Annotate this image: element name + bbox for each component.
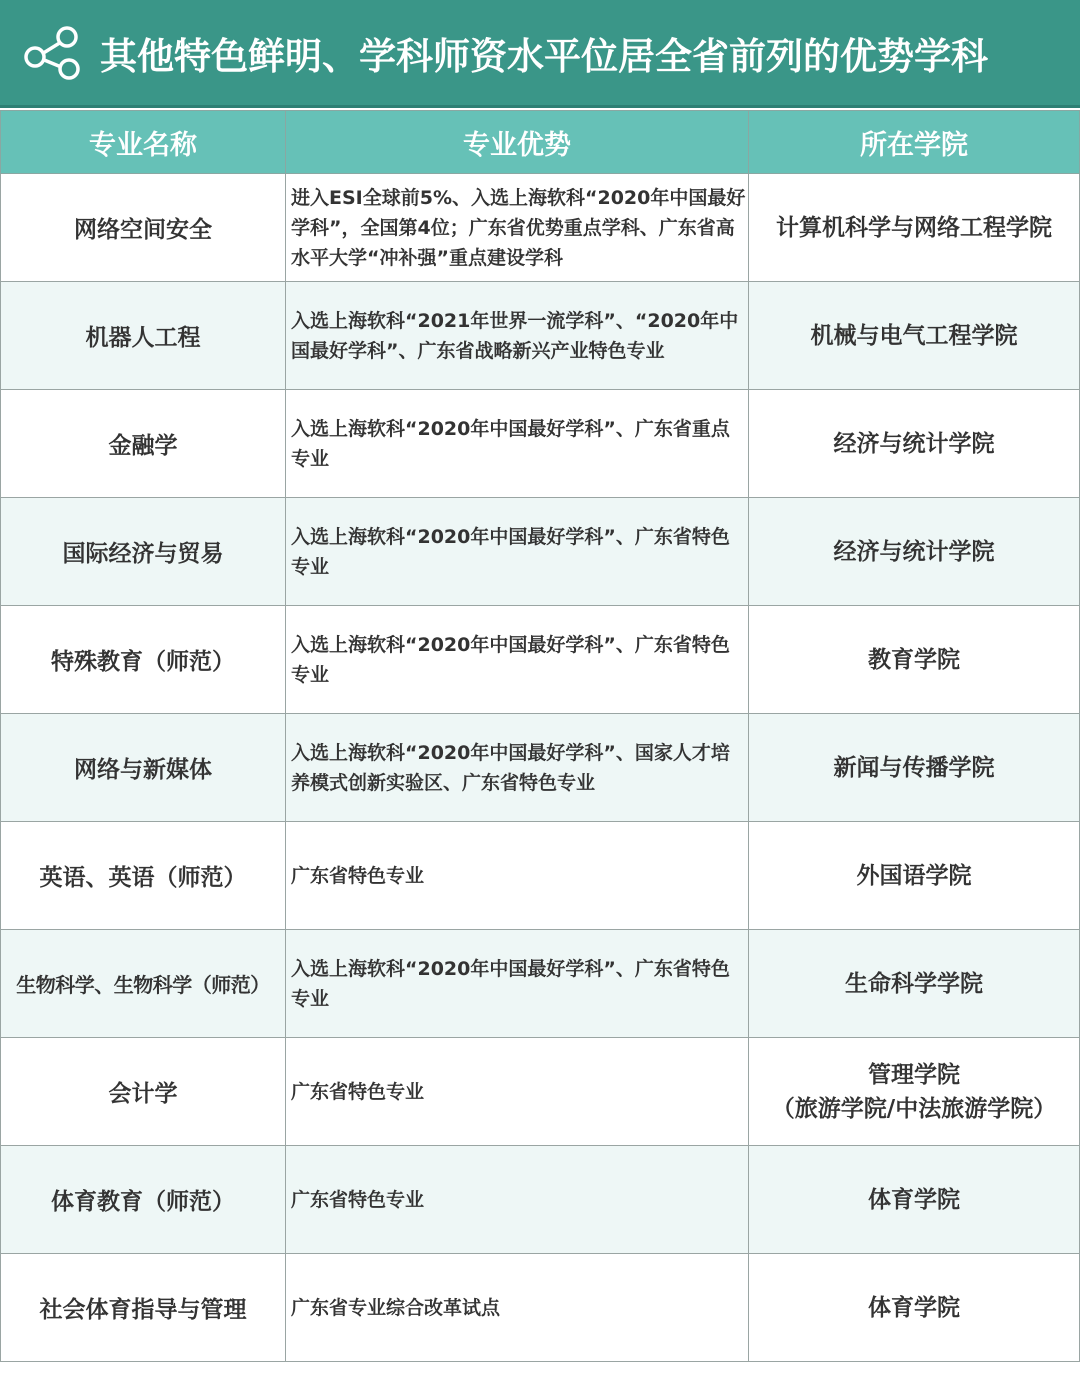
table-header-row <box>1 111 1080 174</box>
college-name: 计算机科学与网络工程学院 <box>749 174 1080 282</box>
college-cell <box>749 1038 1080 1146</box>
major-name: 网络与新媒体 <box>1 714 286 822</box>
major-advantage: 入选上海软科“2020年中国最好学科”、广东省特色专业 <box>286 930 749 1038</box>
major-name: 社会体育指导与管理 <box>1 1254 286 1362</box>
college-name: 体育学院 <box>749 1254 1080 1362</box>
table-row <box>1 498 1080 606</box>
disciplines-table <box>0 110 1080 1362</box>
table-row <box>1 282 1080 390</box>
college-name: 管理学院 <box>868 1061 960 1088</box>
share-icon <box>22 25 84 81</box>
column-header-major: 专业名称 <box>1 111 286 174</box>
college-name: 经济与统计学院 <box>749 498 1080 606</box>
major-advantage: 入选上海软科“2020年中国最好学科”、广东省重点专业 <box>286 390 749 498</box>
major-advantage: 广东省特色专业 <box>286 822 749 930</box>
table-row <box>1 1038 1080 1146</box>
major-name: 生物科学、生物科学（师范） <box>1 930 286 1038</box>
table-row <box>1 390 1080 498</box>
major-name: 特殊教育（师范） <box>1 606 286 714</box>
column-header-college: 所在学院 <box>749 111 1080 174</box>
column-header-advantage: 专业优势 <box>286 111 749 174</box>
college-name: 教育学院 <box>749 606 1080 714</box>
major-advantage: 广东省特色专业 <box>286 1146 749 1254</box>
major-name: 会计学 <box>1 1038 286 1146</box>
major-name: 金融学 <box>1 390 286 498</box>
table-row <box>1 930 1080 1038</box>
table-row <box>1 606 1080 714</box>
title-banner <box>0 0 1080 108</box>
major-advantage: 广东省特色专业 <box>286 1038 749 1146</box>
major-name: 机器人工程 <box>1 282 286 390</box>
major-advantage: 入选上海软科“2021年世界一流学科”、“2020年中国最好学科”、广东省战略新兴产业特色专业 <box>286 282 749 390</box>
table-row <box>1 714 1080 822</box>
major-advantage: 入选上海软科“2020年中国最好学科”、国家人才培养模式创新实验区、广东省特色专业 <box>286 714 749 822</box>
major-name: 体育教育（师范） <box>1 1146 286 1254</box>
table-row <box>1 1254 1080 1362</box>
college-subtitle: （旅游学院/中法旅游学院） <box>771 1095 1057 1122</box>
major-advantage: 广东省专业综合改革试点 <box>286 1254 749 1362</box>
college-name: 经济与统计学院 <box>749 390 1080 498</box>
major-advantage: 进入ESI全球前5%、入选上海软科“2020年中国最好学科”，全国第4位；广东省优势重点学科、广东省高水平大学“冲补强”重点建设学科 <box>286 174 749 282</box>
table-row <box>1 1146 1080 1254</box>
major-name: 国际经济与贸易 <box>1 498 286 606</box>
college-name: 生命科学学院 <box>749 930 1080 1038</box>
table-row <box>1 822 1080 930</box>
college-name: 体育学院 <box>749 1146 1080 1254</box>
college-name: 外国语学院 <box>749 822 1080 930</box>
page-title: 其他特色鲜明、学科师资水平位居全省前列的优势学科 <box>100 34 988 78</box>
college-name: 新闻与传播学院 <box>749 714 1080 822</box>
college-name: 机械与电气工程学院 <box>749 282 1080 390</box>
major-advantage: 入选上海软科“2020年中国最好学科”、广东省特色专业 <box>286 498 749 606</box>
table-row <box>1 174 1080 282</box>
major-name: 网络空间安全 <box>1 174 286 282</box>
major-advantage: 入选上海软科“2020年中国最好学科”、广东省特色专业 <box>286 606 749 714</box>
major-name: 英语、英语（师范） <box>1 822 286 930</box>
